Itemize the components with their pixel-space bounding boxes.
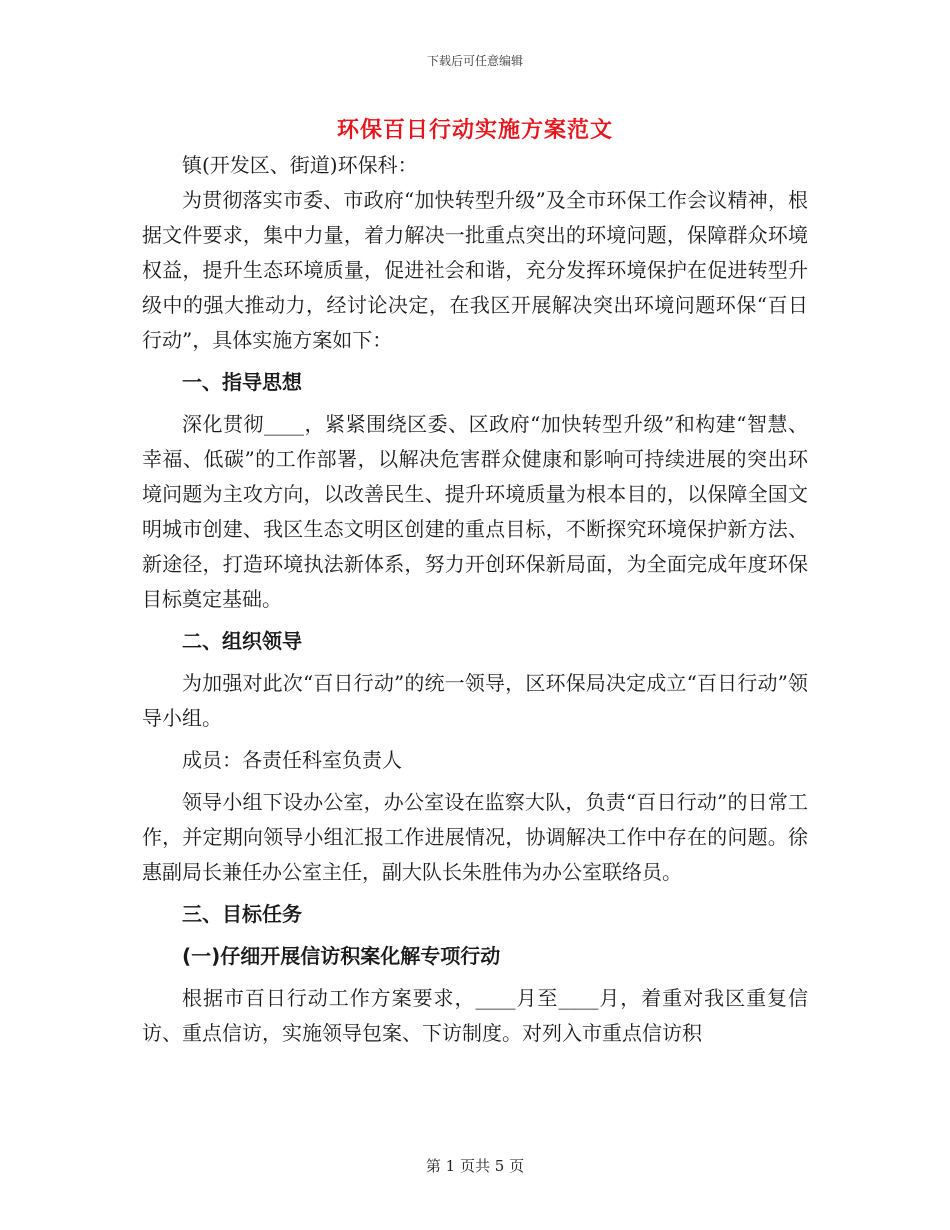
office-paragraph: 领导小组下设办公室，办公室设在监察大队，负责“百日行动”的日常工作，并定期向领导小组汇报工作进展情况，协调解决工作中存在的问题。徐惠副局长兼任办公室主任，副大队长朱胜伟为办公室联络员。 xyxy=(142,790,808,884)
page-header: 下载后可任意编辑 xyxy=(426,54,523,68)
document-title: 环保百日行动实施方案范文 xyxy=(336,117,613,143)
members-line: 成员：各责任科室负责人 xyxy=(182,748,402,772)
intro-paragraph: 为贯彻落实市委、市政府“加快转型升级”及全市环保工作会议精神，根据文件要求，集中力量，着力解决一批重点突出的环境问题，保障群众环境权益，提升生态环境质量，促进社会和谐，充分发挥环境保护在促进转型升级中的强大推动力，经讨论决定，在我区开展解决突出环境问题环保“百日行动”，具体实施方案如下： xyxy=(142,188,808,352)
guiding-ideology-paragraph: 深化贯彻____，紧紧围绕区委、区政府“加快转型升级”和构建“智慧、幸福、低碳”的工作部署，以解决危害群众健康和影响可持续进展的突出环境问题为主攻方向，以改善民生、提升环境质量为根本目的，以保障全国文明城市创建、我区生态文明区创建的重点目标，不断探究环境保护新方法、新途径，打造环境执法新体系，努力开创环保新局面，为全面完成年度环保目标奠定基础。 xyxy=(142,412,808,611)
section-heading-guiding-ideology: 一、指导思想 xyxy=(182,370,302,394)
petitions-paragraph: 根据市百日行动工作方案要求，____月至____月，着重对我区重复信访、重点信访，实施领导包案、下访制度。对列入市重点信访积 xyxy=(142,986,808,1045)
section-heading-targets: 三、目标任务 xyxy=(182,902,302,926)
organization-paragraph: 为加强对此次“百日行动”的统一领导，区环保局决定成立“百日行动”领导小组。 xyxy=(142,671,808,730)
document-body xyxy=(142,148,808,1051)
salutation: 镇(开发区、街道)环保科： xyxy=(182,153,418,177)
page-footer: 第 1 页共 5 页 xyxy=(425,1157,525,1175)
section-heading-organization: 二、组织领导 xyxy=(182,629,302,653)
subsection-heading-petitions: (一)仔细开展信访积案化解专项行动 xyxy=(182,944,501,968)
